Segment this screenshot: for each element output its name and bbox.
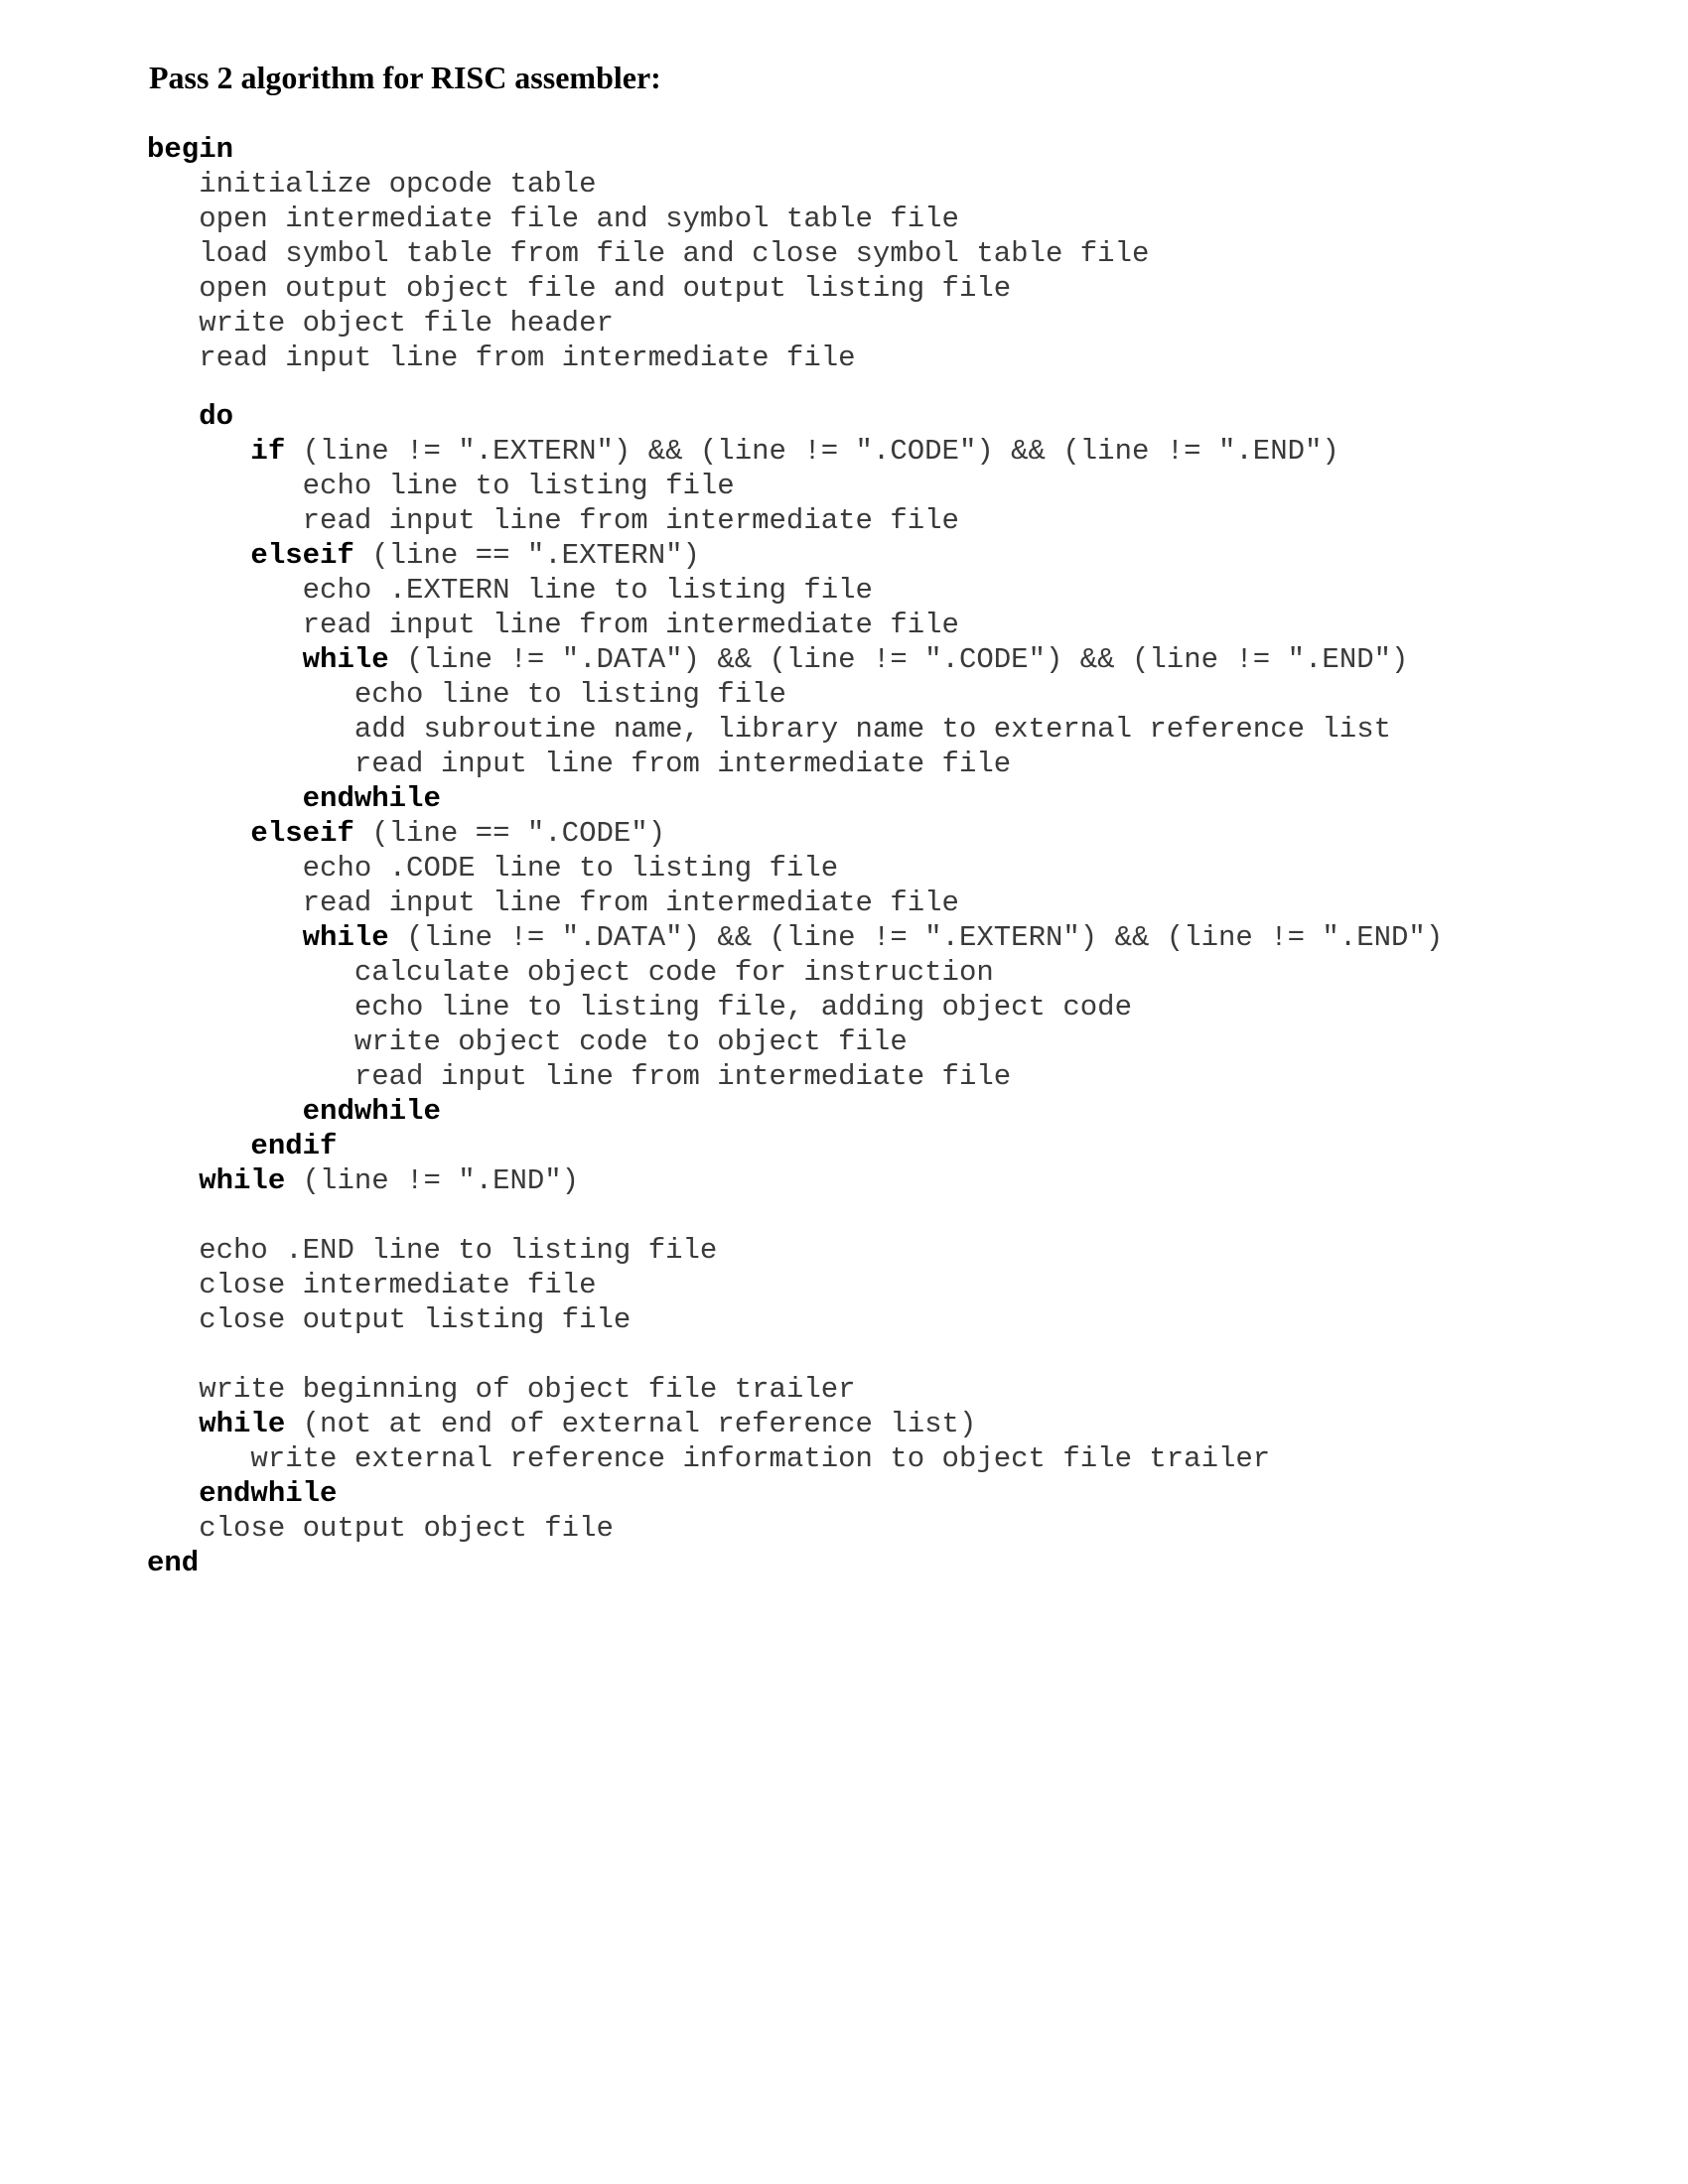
code-line (147, 851, 1656, 886)
code-line (147, 306, 1656, 341)
code-line (147, 990, 1656, 1024)
code-text: (line != ".DATA") && (line != ".CODE") && (line != ".END") (406, 643, 1409, 676)
code-text: echo .EXTERN line to listing file (302, 574, 873, 607)
line-gap (147, 1337, 1656, 1372)
code-text: close intermediate file (199, 1269, 597, 1301)
code-line (147, 167, 1656, 202)
code-line (147, 920, 1656, 955)
code-line (147, 1302, 1656, 1337)
code-text: add subroutine name, library name to external reference list (353, 713, 1392, 746)
code-line (147, 781, 1656, 816)
code-line (147, 1268, 1656, 1302)
page-title: Pass 2 algorithm for RISC assembler: (149, 60, 661, 95)
keyword: while (302, 643, 389, 676)
keyword: elseif (250, 817, 354, 850)
code-line (147, 608, 1656, 642)
code-line (147, 1059, 1656, 1094)
code-text: read input line from intermediate file (353, 1060, 1012, 1093)
code-text: (not at end of external reference list) (302, 1408, 977, 1440)
code-line (147, 1094, 1656, 1129)
code-line (147, 503, 1656, 538)
code-line (147, 132, 1656, 167)
code-text: write beginning of object file trailer (199, 1373, 856, 1406)
code-text: write object file header (199, 307, 614, 340)
code-text: echo .END line to listing file (199, 1234, 718, 1267)
code-line (147, 1024, 1656, 1059)
code-line (147, 816, 1656, 851)
code-line (147, 642, 1656, 677)
code-line (147, 1372, 1656, 1407)
code-line (147, 1441, 1656, 1476)
keyword: end (147, 1547, 200, 1579)
code-line (147, 1511, 1656, 1546)
code-text: echo .CODE line to listing file (302, 852, 839, 885)
code-line (147, 1546, 1656, 1580)
code-line (147, 538, 1656, 573)
keyword: endwhile (302, 1095, 441, 1128)
code-text: read input line from intermediate file (302, 504, 959, 537)
code-text: (line == ".EXTERN") (371, 539, 700, 572)
code-line (147, 271, 1656, 306)
keyword: if (250, 435, 286, 468)
code-line (147, 469, 1656, 503)
code-line (147, 1476, 1656, 1511)
code-text: (line != ".DATA") && (line != ".EXTERN") && (line != ".END") (406, 921, 1444, 954)
code-text: calculate object code for instruction (353, 956, 994, 989)
code-line (147, 677, 1656, 712)
keyword: endif (250, 1130, 338, 1162)
line-gap (147, 1198, 1656, 1233)
code-line (147, 712, 1656, 747)
line-gap (147, 375, 1656, 399)
code-text: echo line to listing file (302, 470, 735, 502)
code-line (147, 202, 1656, 236)
code-text: echo line to listing file, adding object code (353, 991, 1132, 1024)
code-text: (line != ".EXTERN") && (line != ".CODE") && (line != ".END") (302, 435, 1339, 468)
code-line (147, 1129, 1656, 1163)
code-text: read input line from intermediate file (199, 341, 856, 374)
code-text: close output object file (199, 1512, 614, 1545)
code-text: write external reference information to object file trailer (250, 1442, 1271, 1475)
keyword: while (302, 921, 389, 954)
keyword: while (199, 1164, 286, 1197)
code-line (147, 1407, 1656, 1441)
code-line (147, 399, 1656, 434)
pseudocode-block (147, 132, 1656, 1580)
code-text: read input line from intermediate file (302, 609, 959, 641)
code-text: initialize opcode table (199, 168, 597, 201)
keyword: do (199, 400, 234, 433)
code-line (147, 341, 1656, 375)
code-text: close output listing file (199, 1303, 632, 1336)
code-text: (line == ".CODE") (371, 817, 666, 850)
code-line (147, 886, 1656, 920)
code-text: open output object file and output listing file (199, 272, 1012, 305)
code-line (147, 573, 1656, 608)
code-text: open intermediate file and symbol table file (199, 203, 959, 235)
code-text: write object code to object file (353, 1025, 908, 1058)
keyword: endwhile (302, 782, 441, 815)
code-line (147, 236, 1656, 271)
code-line (147, 1233, 1656, 1268)
keyword: elseif (250, 539, 354, 572)
code-text: (line != ".END") (302, 1164, 580, 1197)
keyword: begin (147, 133, 234, 166)
code-text: read input line from intermediate file (302, 887, 959, 919)
code-line (147, 434, 1656, 469)
keyword: endwhile (199, 1477, 338, 1510)
code-text: load symbol table from file and close symbol table file (199, 237, 1150, 270)
code-line (147, 1163, 1656, 1198)
code-line (147, 747, 1656, 781)
keyword: while (199, 1408, 286, 1440)
code-text: read input line from intermediate file (353, 748, 1012, 780)
code-line (147, 955, 1656, 990)
code-text: echo line to listing file (353, 678, 786, 711)
